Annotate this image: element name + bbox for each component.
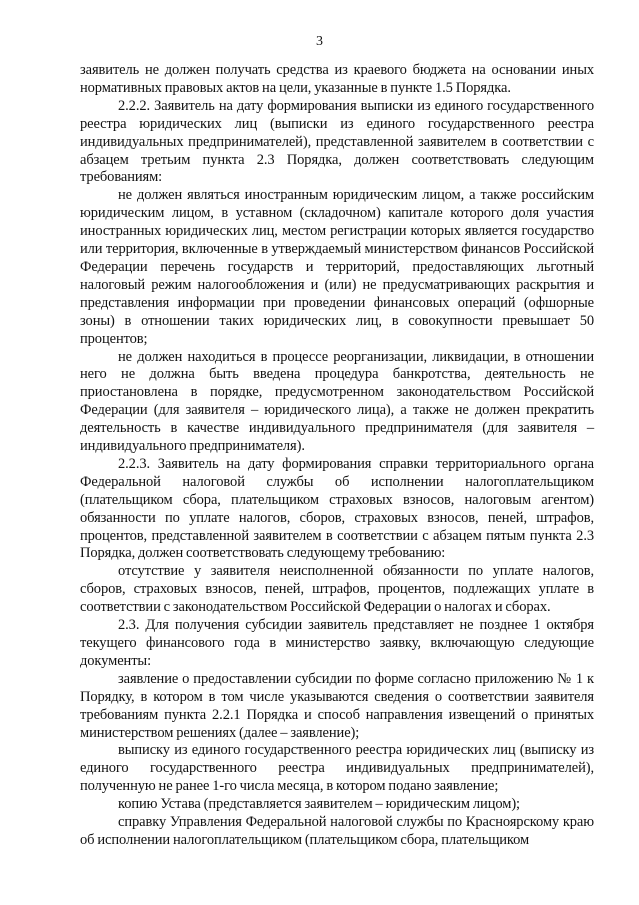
paragraph: заявитель не должен получать средства из краевого бюджета на основании иных нормативных правовых актов на цели, указанные в пункте 1.5 Порядка. bbox=[80, 62, 594, 96]
paragraph: 2.2.3. Заявитель на дату формирования справки территориального органа Федеральной налоговой службы об исполнении налогоплательщиком (плательщиком сбора, плательщиком страховых взносов, налоговым агентом) обязанности по уплате налогов, сборов, страховых взносов, пеней, штрафов, процентов, представленной заявителем в соответствии с абзацем пятым пункта 2.3 Порядка, должен соответствовать следующему требованию: bbox=[80, 455, 594, 562]
paragraph: 2.3. Для получения субсидии заявитель представляет не позднее 1 октября текущего финансового года в министерство заявку, включающую следующие документы: bbox=[80, 617, 594, 669]
paragraph: справку Управления Федеральной налоговой службы по Красноярскому краю об исполнении налогоплательщиком (плательщиком сбора, плательщиком bbox=[80, 814, 594, 848]
paragraph: не должен находиться в процессе реорганизации, ликвидации, в отношении него не должна быть введена процедура банкротства, деятельность не приостановлена в порядке, предусмотренном законодательством Российской Федерации (для заявителя – юридического лица), а также не должен прекратить деятельность в качестве индивидуального предпринимателя (для заявителя – индивидуального предпринимателя). bbox=[80, 348, 594, 455]
paragraph: отсутствие у заявителя неисполненной обязанности по уплате налогов, сборов, страховых взносов, пеней, штрафов, процентов, подлежащих уплате в соответствии с законодательством Российской Федерации о налогах и сборах. bbox=[80, 563, 594, 616]
paragraph: не должен являться иностранным юридическим лицом, а также российским юридическим лицом, в уставном (складочном) капитале которого доля участия иностранных юридических лиц, местом регистрации которых является государство или территория, включенные в утверждаемый министерством финансов Российской Федерации перечень государств и территорий, предоставляющих льготный налоговый режим налогообложения и (или) не предусматривающих раскрытия и представления информации при проведении финансовых операций (офшорные зоны) в отношении таких юридических лиц, в совокупности превышает 50 процентов; bbox=[80, 187, 594, 347]
paragraph: копию Устава (представляется заявителем – юридическим лицом); bbox=[118, 796, 520, 813]
paragraph: выписку из единого государственного реестра юридических лиц (выписку из единого государственного реестра индивидуальных предпринимателей), полученную не ранее 1-го числа месяца, в котором подано заявление; bbox=[80, 742, 594, 795]
page-number: 3 bbox=[316, 34, 323, 49]
document-body bbox=[80, 62, 594, 850]
paragraph: заявление о предоставлении субсидии по форме согласно приложению № 1 к Порядку, в котором в том числе указываются сведения о соответствии заявителя требованиям пункта 2.2.1 Порядка и способ направления извещений о принятых министерством решениях (далее – заявление); bbox=[80, 670, 594, 741]
paragraph: 2.2.2. Заявитель на дату формирования выписки из единого государственного реестра юридических лиц (выписки из единого государственного реестра индивидуальных предпринимателей), представленной заявителем в соответствии с абзацем третьим пункта 2.3 Порядка, должен соответствовать следующим требованиям: bbox=[80, 97, 594, 186]
